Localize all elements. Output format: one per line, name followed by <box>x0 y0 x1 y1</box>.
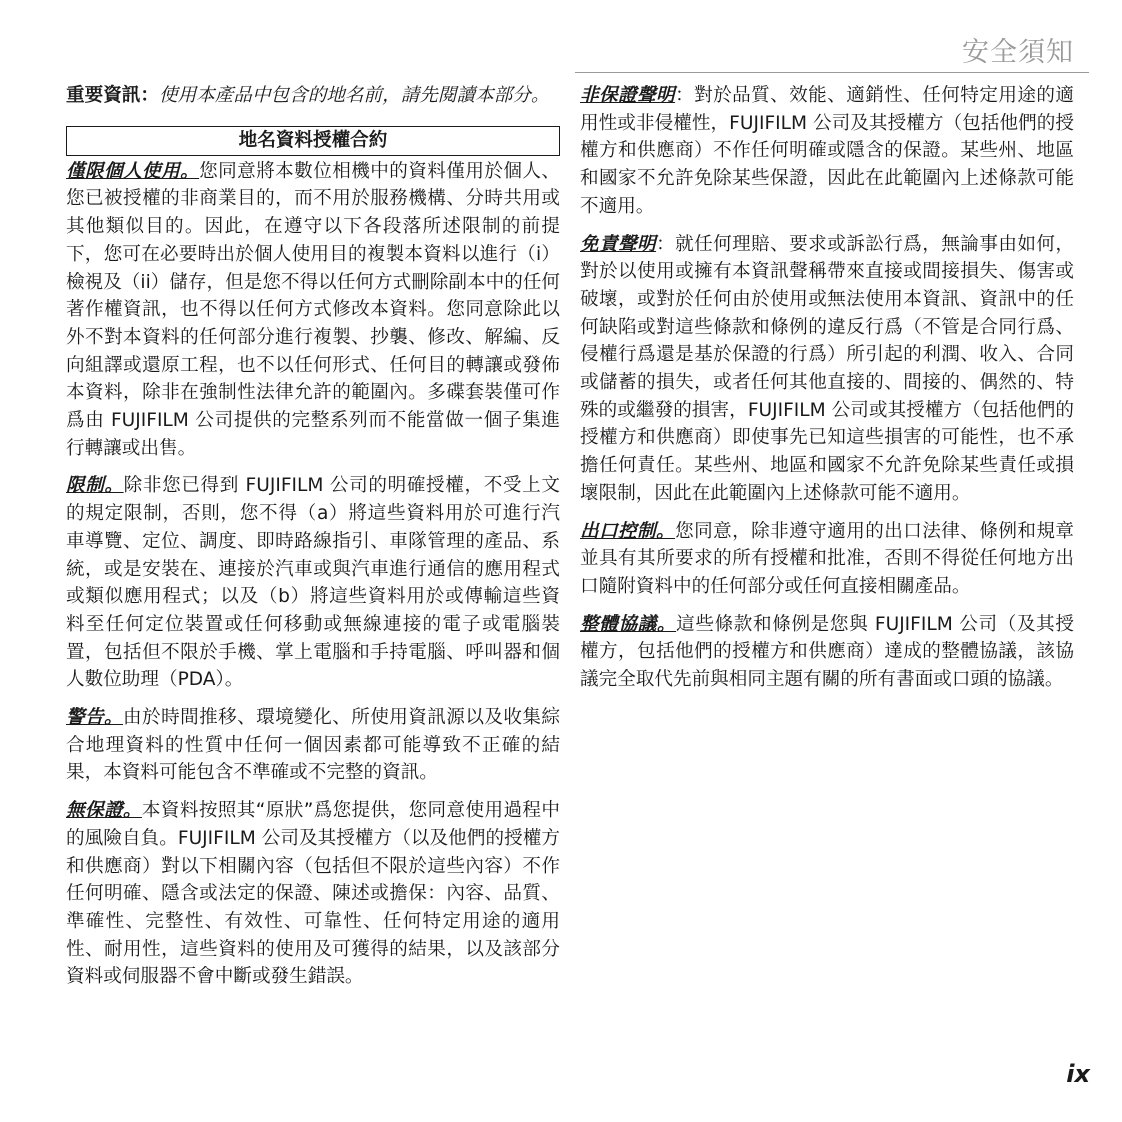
right-column <box>580 82 1074 704</box>
section-disclaimer-of-warranty <box>580 82 1074 221</box>
section-label: 免責聲明 <box>580 233 657 255</box>
important-info-paragraph <box>66 82 560 110</box>
agreement-title: 地名資料授權合約 <box>66 126 560 156</box>
section-text: ：就任何理賠、要求或訴訟行爲，無論事由如何，對於以使用或擁有本資訊聲稱帶來直接或間接損失、傷害或破壞，或對於任何由於使用或無法使用本資訊、資訊中的任何缺陷或對這些條款和條例的違反行爲（不管是合同行爲、侵權行爲還是基於保證的行爲）所引起的利潤、收入、合同或儲蓄的損失，或者任何其他直接的、間接的、偶然的、特殊的或繼發的損害，FUJIFILM 公司或其授權方（包括他們的授權方和供應商）即使事先已知這些損害的可能性，也不承擔任何責任。某些州、地區和國家不允許免除某些責任或損壞限制，因此在此範圍內上述條款可能不適用。 <box>580 233 1074 504</box>
section-text: 除非您已得到 FUJIFILM 公司的明確授權，不受上文的規定限制，否則，您不得（a）將這些資料用於可進行汽車導覽、定位、調度、即時路線指引、車隊管理的產品、系統，或是安裝在、連接於汽車或與汽車進行通信的應用程式或類似應用程式；以及（b）將這些資料用於或傳輸這些資料至任何定位裝置或任何移動或無線連接的電子或電腦裝置，包括但不限於手機、掌上電腦和手持電腦、呼叫器和個人數位助理（PDA）。 <box>66 475 560 691</box>
section-text: 由於時間推移、環境變化、所使用資訊源以及收集綜合地理資料的性質中任何一個因素都可能導致不正確的結果，本資料可能包含不準確或不完整的資訊。 <box>66 707 560 784</box>
section-label: 限制。 <box>66 475 124 497</box>
section-no-warranty <box>66 797 560 991</box>
page-number: ix <box>1066 1060 1090 1088</box>
section-disclaimer-of-liability <box>580 231 1074 508</box>
section-label: 警告。 <box>66 707 124 729</box>
important-info-label: 重要資訊： <box>66 85 159 106</box>
section-label: 無保證。 <box>66 800 142 822</box>
header-divider <box>575 72 1089 73</box>
left-column <box>66 82 560 1001</box>
section-text: ：對於品質、效能、適銷性、任何特定用途的適用性或非侵權性，FUJIFILM 公司及其授權方（包括他們的授權方和供應商）不作任何明確或隱含的保證。某些州、地區和國家不允許免除某些保證，因此在此範圍內上述條款可能不適用。 <box>580 85 1074 217</box>
section-warning <box>66 704 560 787</box>
section-personal-use <box>66 158 560 463</box>
section-label: 非保證聲明 <box>580 85 676 106</box>
section-label: 整體協議。 <box>580 613 677 635</box>
page-header-title: 安全須知 <box>962 37 1074 68</box>
section-restrictions <box>66 472 560 694</box>
section-text: 您同意將本數位相機中的資料僅用於個人、您已被授權的非商業目的，而不用於服務機構、分時共用或其他類似目的。因此，在遵守以下各段落所述限制的前提下，您可在必要時出於個人使用目的複製本資料以進行（i）檢視及（ii）儲存，但是您不得以任何方式刪除副本中的任何著作權資訊，也不得以任何方式修改本資料。您同意除此以外不對本資料的任何部分進行複製、抄襲、修改、解編、反向組譯或還原工程，也不以任何形式、任何目的轉讓或發佈本資料，除非在強制性法律允許的範圍內。多碟套裝僅可作爲由 FUJIFILM 公司提供的完整系列而不能當做一個子集進行轉讓或出售。 <box>66 160 560 459</box>
section-export-control <box>580 518 1074 601</box>
section-text: 您同意，除非遵守適用的出口法律、條例和規章並具有其所要求的所有授權和批准，否則不得從任何地方出口隨附資料中的任何部分或任何直接相關產品。 <box>580 520 1074 597</box>
section-text: 這些條款和條例是您與 FUJIFILM 公司（及其授權方，包括他們的授權方和供應商）達成的整體協議，該協議完全取代先前與相同主題有關的所有書面或口頭的協議。 <box>580 613 1074 691</box>
section-entire-agreement <box>580 611 1074 694</box>
section-label: 出口控制。 <box>580 520 676 542</box>
section-label: 僅限個人使用。 <box>66 160 200 182</box>
section-text: 本資料按照其“原狀”爲您提供，您同意使用過程中的風險自負。FUJIFILM 公司及其授權方（以及他們的授權方和供應商）對以下相關內容（包括但不限於這些內容）不作任何明確、隱含或法定的保證、陳述或擔保：內容、品質、準確性、完整性、有效性、可靠性、任何特定用途的適用性、耐用性，這些資料的使用及可獲得的結果，以及該部分資料或伺服器不會中斷或發生錯誤。 <box>66 800 560 988</box>
important-info-text: 使用本產品中包含的地名前，請先閱讀本部分。 <box>158 85 550 106</box>
